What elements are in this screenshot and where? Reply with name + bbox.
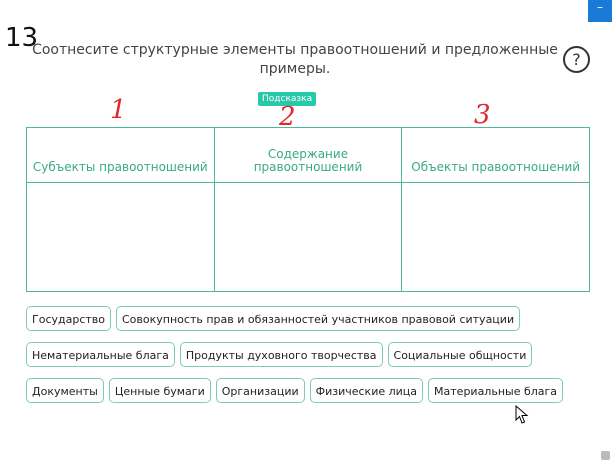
answer-chip[interactable]: Ценные бумаги (109, 378, 211, 403)
chip-row (26, 378, 586, 403)
top-corner-button[interactable]: – (588, 0, 612, 22)
answer-chip[interactable]: Организации (216, 378, 305, 403)
column-header-objects: Объекты правоотношений (402, 128, 590, 183)
answer-chip[interactable]: Материальные блага (428, 378, 563, 403)
mouse-cursor-icon (515, 405, 529, 425)
hint-button[interactable]: Подсказка (258, 92, 316, 106)
corner-icon (601, 451, 610, 460)
answer-chip[interactable]: Физические лица (310, 378, 423, 403)
column-header-content: Содержание правоотношений (214, 128, 402, 183)
chip-row (26, 306, 586, 331)
answer-chip[interactable]: Нематериальные блага (26, 342, 175, 367)
handwritten-number-3: 3 (474, 100, 491, 130)
drop-zone-objects[interactable] (402, 183, 590, 292)
handwritten-number-2: 2 (279, 102, 296, 132)
handwritten-number-1: 1 (110, 95, 127, 125)
answer-chip[interactable]: Совокупность прав и обязанностей участников правовой ситуации (116, 306, 520, 331)
question-text: Соотнесите структурные элементы правоотношений и предложенные примеры. (32, 42, 558, 77)
answer-chip[interactable]: Социальные общности (388, 342, 533, 367)
matching-table (26, 127, 590, 292)
answer-chip[interactable]: Документы (26, 378, 104, 403)
help-icon[interactable]: ? (563, 46, 590, 73)
column-header-subjects: Субъекты правоотношений (27, 128, 215, 183)
question-number: 13 (5, 23, 39, 53)
answer-chip[interactable]: Государство (26, 306, 111, 331)
answer-chip[interactable]: Продукты духовного творчества (180, 342, 383, 367)
chip-row (26, 342, 586, 367)
drop-zone-subjects[interactable] (27, 183, 215, 292)
answer-chip-pool (26, 306, 586, 414)
drop-zone-content[interactable] (214, 183, 402, 292)
